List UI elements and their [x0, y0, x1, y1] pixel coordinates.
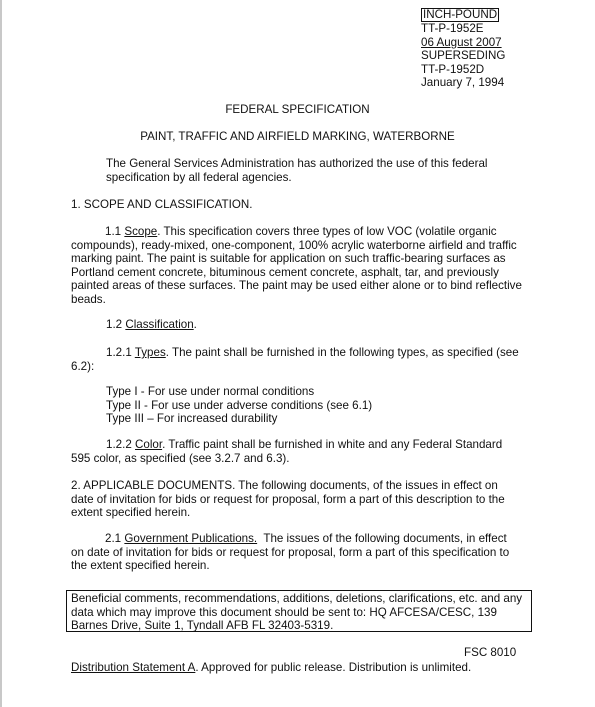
section-2-heading: 2. APPLICABLE DOCUMENTS. The following documents, of the issues in effect on: [71, 479, 498, 492]
comments-notice-box: Beneficial comments, recommendations, additions, deletions, clarifications, etc. and any data which may improve this document should be sent to: HQ AFCESA/CESC, 139 Barnes Drive, Suite 1, Tyndall AFB FL 32403-5319.: [66, 590, 532, 632]
list-item: Type I - For use under normal conditions: [106, 385, 315, 398]
color-paragraph: 1.2.2 Color. Traffic paint shall be furnished in white and any Federal Standard 595 color, as specified (see 3.2.7 and 6.3).: [71, 438, 503, 465]
list-item: Type II - For use under adverse conditions (see 6.1): [106, 398, 373, 412]
government-publications-title: Government Publications.: [124, 532, 258, 545]
scope-title: Scope: [124, 225, 158, 238]
types-title: Types: [134, 346, 166, 359]
color-title: Color: [135, 438, 163, 451]
authorization-paragraph: The General Services Administration has authorized the use of this federal specification by all federal agencies.: [106, 157, 488, 184]
superseded-date: January 7, 1994: [421, 76, 505, 90]
document-number: TT-P-1952E: [421, 22, 484, 35]
government-publications-paragraph: 2.1 Government Publications. The issues of the following documents, in effect on date of invitation for bids or request for proposal, form a part of this specification to the extent specified herein.: [71, 532, 510, 573]
document-identifier-block: [421, 8, 505, 90]
scope-paragraph: 1.1 Scope. This specification covers three types of low VOC (volatile organic compounds), ready-mixed, one-component, 100% acrylic waterborne airfield and traffic marking paint. The paint is suitable for application on such traffic-bearing surfaces as Portland cement concrete, bituminous cement concrete, asphalt, tar, and previously painted areas of these surfaces. The paint may be used either alone or to bind reflective beads.: [71, 225, 522, 306]
list-item: Type III – For increased durability: [106, 412, 278, 426]
inch-pound-label: INCH-POUND: [423, 8, 498, 21]
specification-title: FEDERAL SPECIFICATION: [225, 103, 370, 116]
types-paragraph: 1.2.1 Types. The paint shall be furnished in the following types, as specified (see 6.2):: [71, 346, 519, 373]
types-list: [106, 385, 372, 426]
superseded-number: TT-P-1952D: [421, 62, 485, 76]
document-date: 06 August 2007: [421, 35, 502, 49]
section-1-heading: 1. SCOPE AND CLASSIFICATION.: [71, 198, 253, 211]
classification-heading: 1.2 Classification.: [106, 318, 197, 331]
distribution-statement-label: Distribution Statement A: [71, 661, 196, 674]
superseding-label: SUPERSEDING: [421, 49, 506, 63]
fsc-code: FSC 8010: [464, 646, 517, 659]
specification-subject: PAINT, TRAFFIC AND AIRFIELD MARKING, WATERBORNE: [140, 130, 455, 143]
classification-title: Classification: [125, 318, 194, 331]
section-2-paragraph: 2. APPLICABLE DOCUMENTS. The following documents, of the issues in effect on date of invitation for bids or request for proposal, form a part of this description to the extent specified herein.: [71, 479, 505, 520]
scope-number: 1.1: [105, 225, 122, 238]
distribution-statement: Distribution Statement A. Approved for public release. Distribution is unlimited.: [71, 661, 472, 674]
